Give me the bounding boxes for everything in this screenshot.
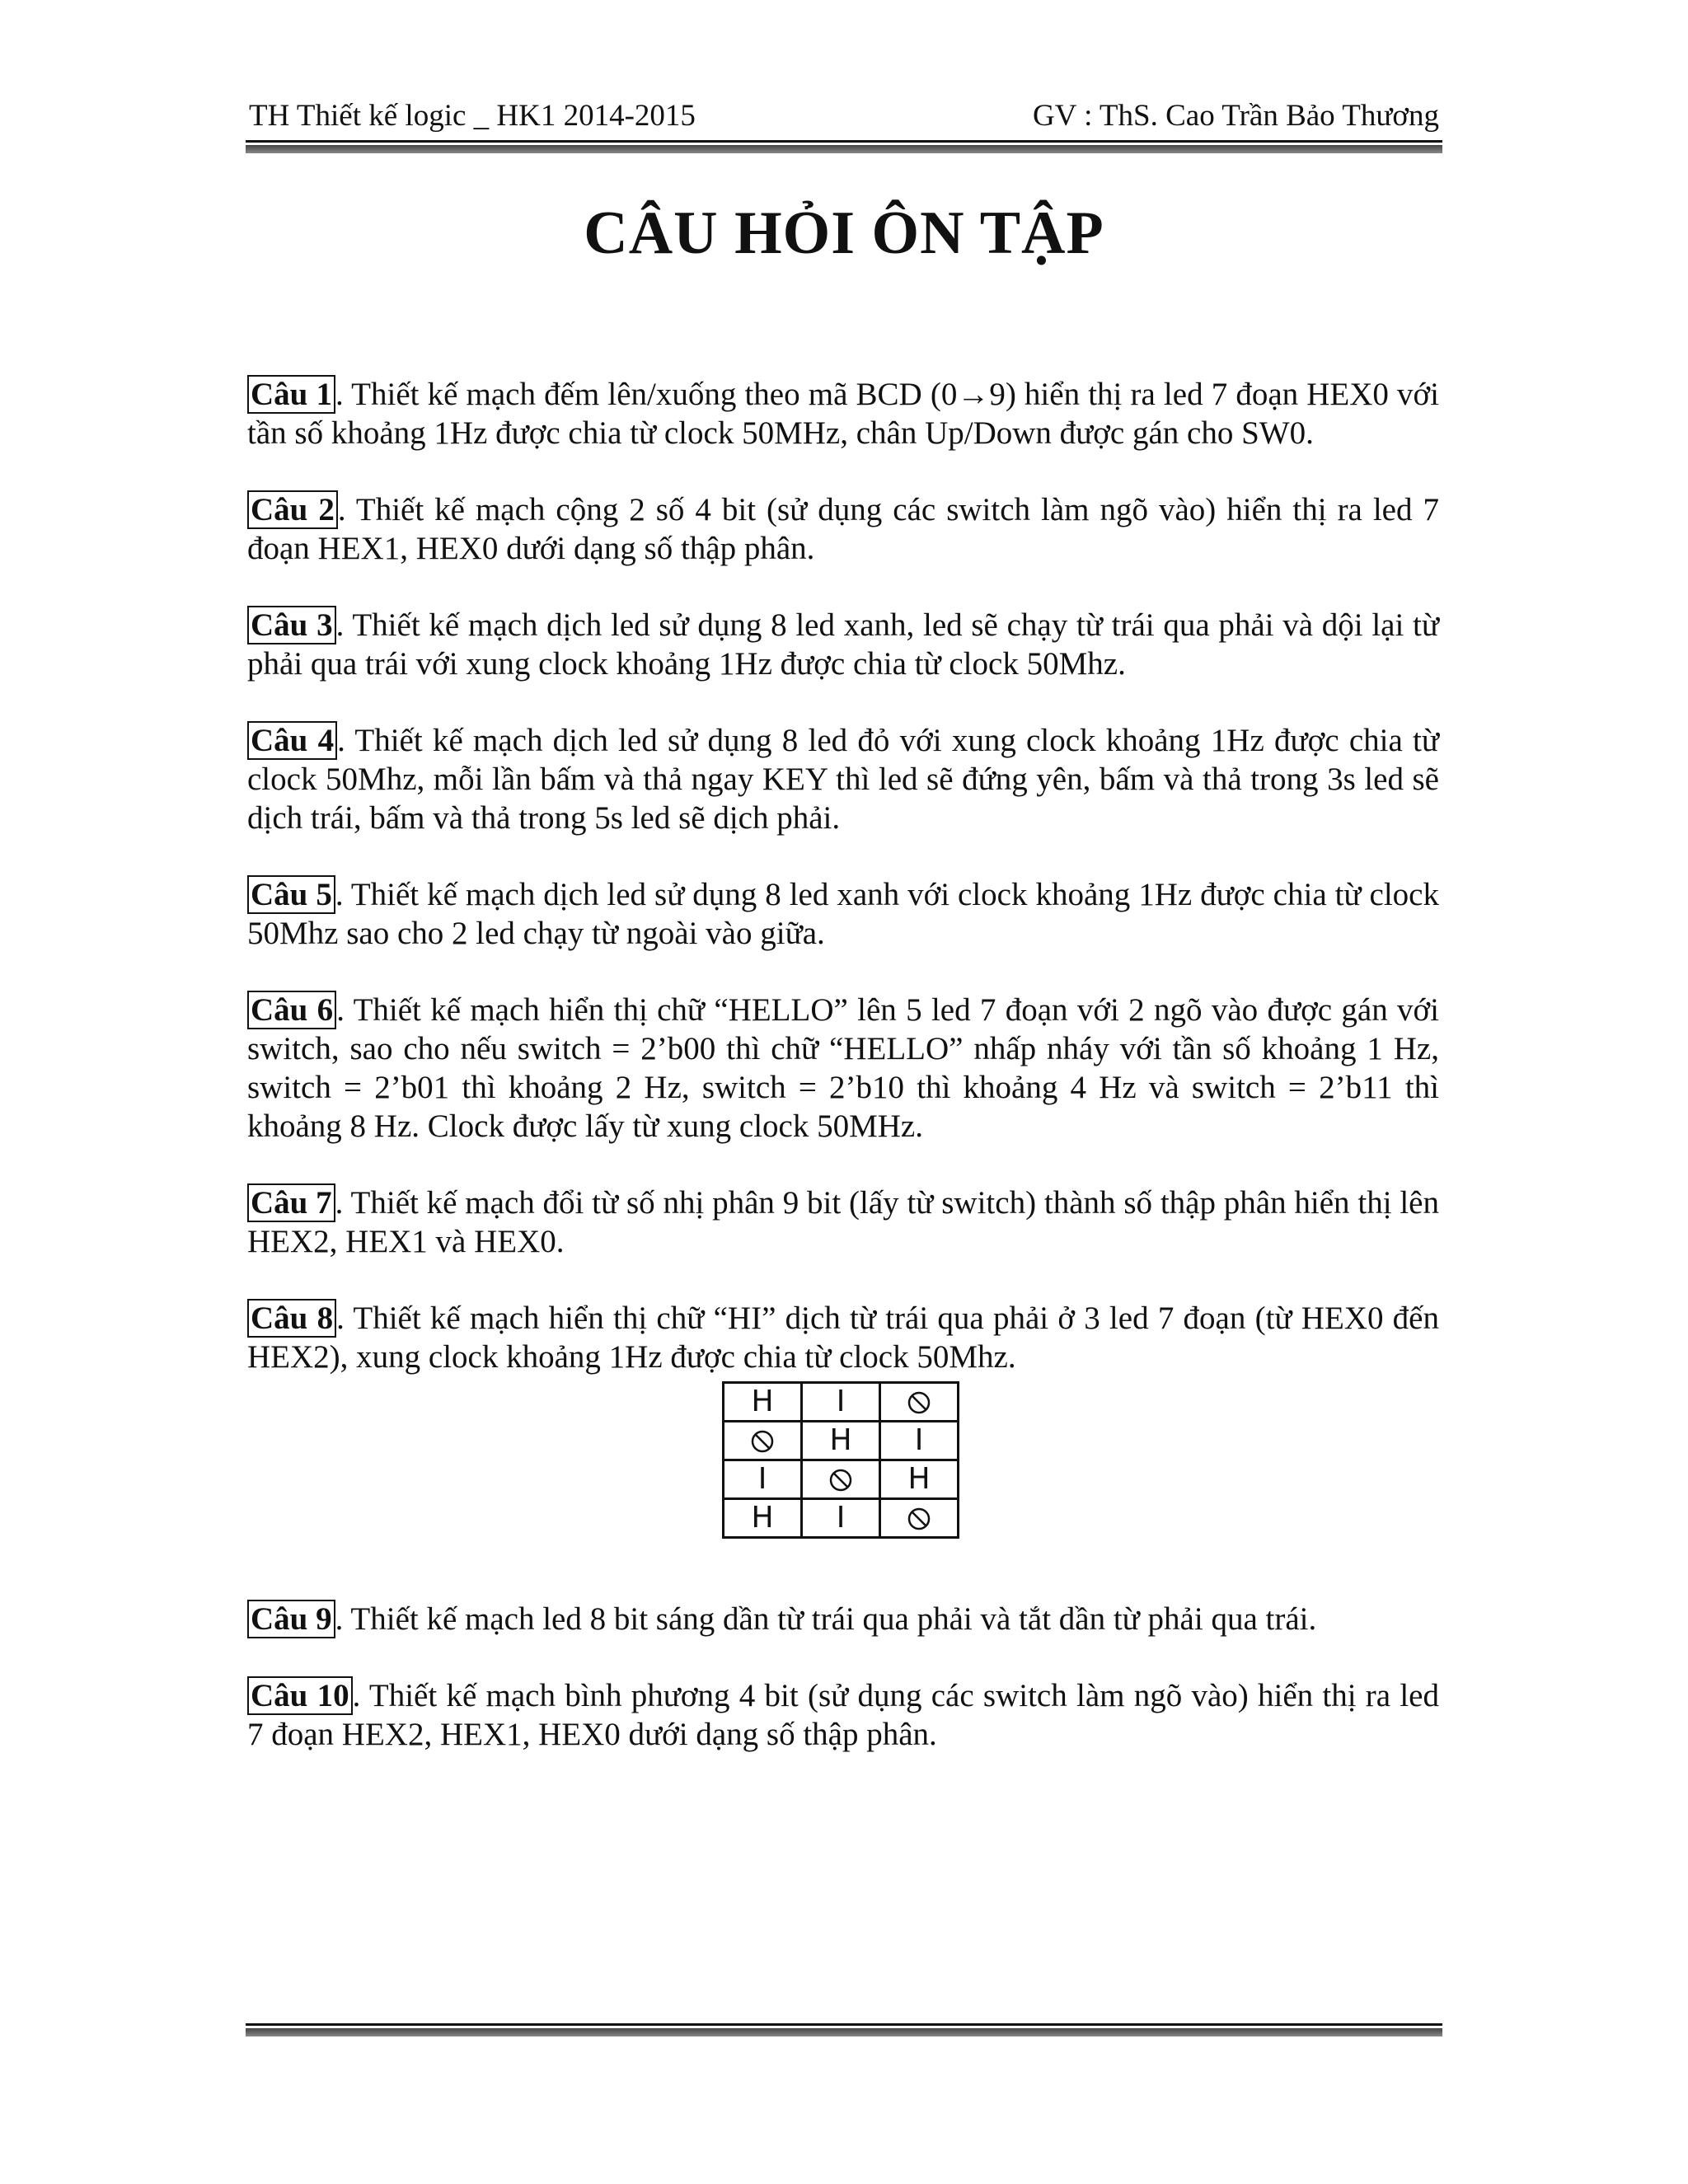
table-row bbox=[724, 1383, 959, 1422]
question-label: Câu 7 bbox=[247, 1183, 335, 1222]
question-label: Câu 1 bbox=[247, 375, 335, 414]
question-label: Câu 8 bbox=[247, 1299, 336, 1338]
question-4 bbox=[247, 721, 1439, 837]
null-symbol-icon bbox=[907, 1390, 931, 1415]
question-text: . Thiết kế mạch cộng 2 số 4 bit (sử dụng các switch làm ngõ vào) hiển thị ra led 7 đoạn HEX1, HEX0 dưới dạng số thập phân. bbox=[247, 492, 1439, 566]
question-3 bbox=[247, 606, 1439, 683]
null-symbol-icon bbox=[907, 1507, 931, 1531]
question-list bbox=[247, 375, 1439, 1792]
question-1 bbox=[247, 375, 1439, 452]
question-7 bbox=[247, 1183, 1439, 1261]
question-label: Câu 6 bbox=[247, 991, 336, 1029]
question-6 bbox=[247, 991, 1439, 1146]
table-cell bbox=[724, 1422, 802, 1460]
course-title: TH Thiết kế logic _ HK1 2014-2015 bbox=[249, 99, 696, 133]
question-text: . Thiết kế mạch dịch led sử dụng 8 led xanh, led sẽ chạy từ trái qua phải và dội lại từ phải qua trái với xung clock khoảng 1Hz được chia từ clock 50Mhz. bbox=[247, 607, 1439, 682]
table-cell: I bbox=[724, 1460, 802, 1499]
table-cell: I bbox=[802, 1383, 880, 1422]
table-cell: I bbox=[802, 1499, 880, 1538]
question-label: Câu 4 bbox=[247, 721, 337, 760]
question-text: . Thiết kế mạch đổi từ số nhị phân 9 bit (lấy từ switch) thành số thập phân hiển thị lên HEX2, HEX1 và HEX0. bbox=[247, 1185, 1439, 1259]
hi-shift-table bbox=[722, 1381, 959, 1539]
question-label: Câu 10 bbox=[247, 1676, 353, 1715]
question-5 bbox=[247, 875, 1439, 953]
question-text: . Thiết kế mạch dịch led sử dụng 8 led xanh với clock khoảng 1Hz được chia từ clock 50Mhz sao cho 2 led chạy từ ngoài vào giữa. bbox=[247, 877, 1439, 951]
question-10 bbox=[247, 1676, 1439, 1754]
question-text: . Thiết kế mạch dịch led sử dụng 8 led đỏ với xung clock khoảng 1Hz được chia từ clock 50Mhz, mỗi lần bấm và thả ngay KEY thì led sẽ đứng yên, bấm và thả trong 3s led sẽ dịch trái, bấm và thả trong 5s led sẽ dịch phải. bbox=[247, 723, 1439, 836]
null-symbol-icon bbox=[750, 1429, 775, 1454]
table-row bbox=[724, 1499, 959, 1538]
page-title: CÂU HỎI ÔN TẬP bbox=[584, 199, 1104, 267]
question-label: Câu 5 bbox=[247, 875, 335, 914]
page-header bbox=[247, 96, 1441, 137]
table-cell: H bbox=[880, 1460, 959, 1499]
table-cell: H bbox=[724, 1383, 802, 1422]
null-symbol-icon bbox=[828, 1468, 853, 1493]
question-label: Câu 2 bbox=[247, 490, 338, 529]
question-text: . Thiết kế mạch hiển thị chữ “HELLO” lên 5 led 7 đoạn với 2 ngõ vào được gán với switch, sao cho nếu switch = 2’b00 thì chữ “HELLO” nhấp nháy với tần số khoảng 1 Hz, switch = 2’b01 thì khoảng 2 Hz, switch = 2’b10 thì khoảng 4 Hz và switch = 2’b11 thì khoảng 8 Hz. Clock được lấy từ xung clock 50MHz. bbox=[247, 992, 1439, 1144]
question-label: Câu 9 bbox=[247, 1600, 335, 1638]
table-cell bbox=[880, 1499, 959, 1538]
table-cell: H bbox=[802, 1422, 880, 1460]
table-row bbox=[724, 1422, 959, 1460]
question-2 bbox=[247, 490, 1439, 568]
question-8 bbox=[247, 1299, 1439, 1376]
table-cell bbox=[880, 1383, 959, 1422]
instructor-name: GV : ThS. Cao Trần Bảo Thương bbox=[1033, 99, 1439, 133]
table-cell: H bbox=[724, 1499, 802, 1538]
table-cell: I bbox=[880, 1422, 959, 1460]
header-rule bbox=[246, 140, 1442, 153]
table-row bbox=[724, 1460, 959, 1499]
footer-rule bbox=[246, 2023, 1442, 2036]
question-text: . Thiết kế mạch hiển thị chữ “HI” dịch từ trái qua phải ở 3 led 7 đoạn (từ HEX0 đến HEX2), xung clock khoảng 1Hz được chia từ clock 50Mhz. bbox=[247, 1301, 1439, 1375]
table-cell bbox=[802, 1460, 880, 1499]
question-text: . Thiết kế mạch led 8 bit sáng dần từ trái qua phải và tắt dần từ phải qua trái. bbox=[335, 1601, 1317, 1637]
question-text: . Thiết kế mạch bình phương 4 bit (sử dụng các switch làm ngõ vào) hiển thị ra led 7 đoạn HEX2, HEX1, HEX0 dưới dạng số thập phân. bbox=[247, 1678, 1439, 1752]
question-label: Câu 3 bbox=[247, 606, 336, 644]
question-text: . Thiết kế mạch đếm lên/xuống theo mã BCD (0→9) hiển thị ra led 7 đoạn HEX0 với tần số khoảng 1Hz được chia từ clock 50MHz, chân Up/Down được gán cho SW0. bbox=[247, 377, 1439, 451]
question-9 bbox=[247, 1600, 1439, 1638]
